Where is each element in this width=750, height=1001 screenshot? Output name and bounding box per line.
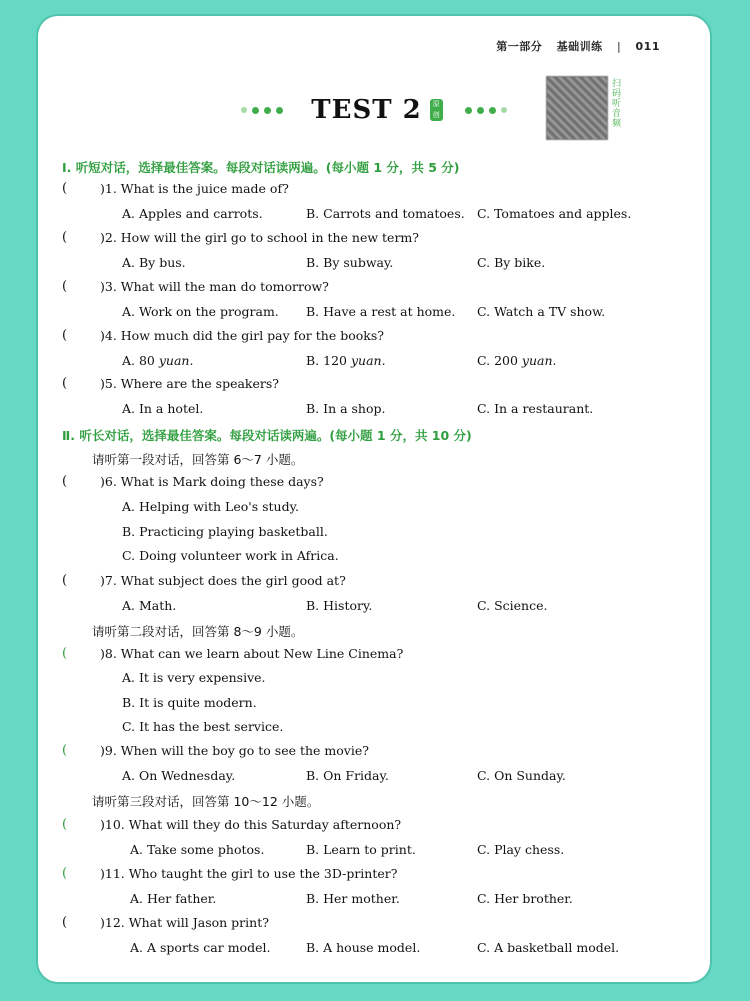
q9-option-c: C. On Sunday. (477, 768, 566, 783)
q7-option-c: C. Science. (477, 598, 548, 613)
q10-option-c: C. Play chess. (477, 842, 565, 857)
header-subsection: 基础训练 (556, 40, 603, 53)
question-8: )8. What can we learn about New Line Cinema? (100, 646, 404, 661)
q10-option-b: B. Learn to print. (306, 842, 416, 857)
answer-blank-1[interactable]: ( (62, 181, 68, 196)
intro-dialogue-1: 请听第一段对话，回答第 6～7 小题。 (92, 452, 304, 467)
q7-option-b: B. History. (306, 598, 373, 613)
original-badge: 原创 (430, 99, 443, 121)
answer-blank-9[interactable]: ( (62, 743, 68, 758)
question-11: )11. Who taught the girl to use the 3D-printer? (100, 866, 398, 881)
q4-option-c: C. 200 yuan. (477, 353, 557, 368)
q5-option-b: B. In a shop. (306, 401, 386, 416)
q6-option-c: C. Doing volunteer work in Africa. (122, 548, 339, 563)
question-7: )7. What subject does the girl good at? (100, 573, 346, 588)
answer-blank-4[interactable]: ( (62, 328, 68, 343)
test-title: TEST 2 (311, 95, 422, 125)
answer-blank-2[interactable]: ( (62, 230, 68, 245)
q4-option-b: B. 120 yuan. (306, 353, 386, 368)
answer-blank-3[interactable]: ( (62, 279, 68, 294)
q6-option-b: B. Practicing playing basketball. (122, 524, 328, 539)
q2-option-b: B. By subway. (306, 255, 394, 270)
q2-option-c: C. By bike. (477, 255, 546, 270)
answer-blank-7[interactable]: ( (62, 573, 68, 588)
q1-option-b: B. Carrots and tomatoes. (306, 206, 465, 221)
q12-option-a: A. A sports car model. (130, 940, 271, 955)
question-4: )4. How much did the girl pay for the books? (100, 328, 384, 343)
q1-option-c: C. Tomatoes and apples. (477, 206, 632, 221)
intro-dialogue-3: 请听第三段对话，回答第 10～12 小题。 (92, 794, 320, 809)
page-header (496, 38, 660, 54)
q5-option-a: A. In a hotel. (122, 401, 204, 416)
q9-option-b: B. On Friday. (306, 768, 389, 783)
q3-option-b: B. Have a rest at home. (306, 304, 456, 319)
question-3: )3. What will the man do tomorrow? (100, 279, 329, 294)
answer-blank-5[interactable]: ( (62, 376, 68, 391)
q3-option-c: C. Watch a TV show. (477, 304, 606, 319)
q9-option-a: A. On Wednesday. (122, 768, 236, 783)
question-1: )1. What is the juice made of? (100, 181, 289, 196)
q2-option-a: A. By bus. (122, 255, 186, 270)
question-9: )9. When will the boy go to see the movie? (100, 743, 369, 758)
q10-option-a: A. Take some photos. (130, 842, 265, 857)
question-5: )5. Where are the speakers? (100, 376, 279, 391)
header-section: 第一部分 (496, 40, 543, 53)
question-6: )6. What is Mark doing these days? (100, 474, 324, 489)
q11-option-a: A. Her father. (130, 891, 217, 906)
q11-option-b: B. Her mother. (306, 891, 400, 906)
q8-option-a: A. It is very expensive. (122, 670, 266, 685)
q6-option-a: A. Helping with Leo's study. (122, 499, 299, 514)
q5-option-c: C. In a restaurant. (477, 401, 594, 416)
q3-option-a: A. Work on the program. (122, 304, 279, 319)
q12-option-c: C. A basketball model. (477, 940, 620, 955)
section-1-heading: Ⅰ. 听短对话，选择最佳答案。每段对话读两遍。(每小题 1 分，共 5 分) (62, 160, 460, 175)
qr-code-image[interactable] (546, 76, 608, 140)
q1-option-a: A. Apples and carrots. (122, 206, 263, 221)
answer-blank-6[interactable]: ( (62, 474, 68, 489)
answer-blank-8[interactable]: ( (62, 646, 68, 661)
section-2-heading: Ⅱ. 听长对话，选择最佳答案。每段对话读两遍。(每小题 1 分，共 10 分) (62, 428, 472, 443)
q7-option-a: A. Math. (122, 598, 177, 613)
answer-blank-12[interactable]: ( (62, 915, 68, 930)
left-dots-decoration (241, 107, 283, 114)
q8-option-b: B. It is quite modern. (122, 695, 257, 710)
question-12: )12. What will Jason print? (100, 915, 269, 930)
intro-dialogue-2: 请听第二段对话，回答第 8～9 小题。 (92, 624, 304, 639)
q12-option-b: B. A house model. (306, 940, 421, 955)
answer-blank-10[interactable]: ( (62, 817, 68, 832)
question-2: )2. How will the girl go to school in the new term? (100, 230, 419, 245)
qr-caption: 扫码听音频 (610, 78, 620, 128)
header-separator: | (616, 40, 622, 53)
question-10: )10. What will they do this Saturday afternoon? (100, 817, 402, 832)
worksheet-page (38, 16, 710, 982)
page-number: 011 (635, 40, 660, 53)
q11-option-c: C. Her brother. (477, 891, 573, 906)
right-dots-decoration (465, 107, 507, 114)
q4-option-a: A. 80 yuan. (122, 353, 194, 368)
answer-blank-11[interactable]: ( (62, 866, 68, 881)
q8-option-c: C. It has the best service. (122, 719, 284, 734)
